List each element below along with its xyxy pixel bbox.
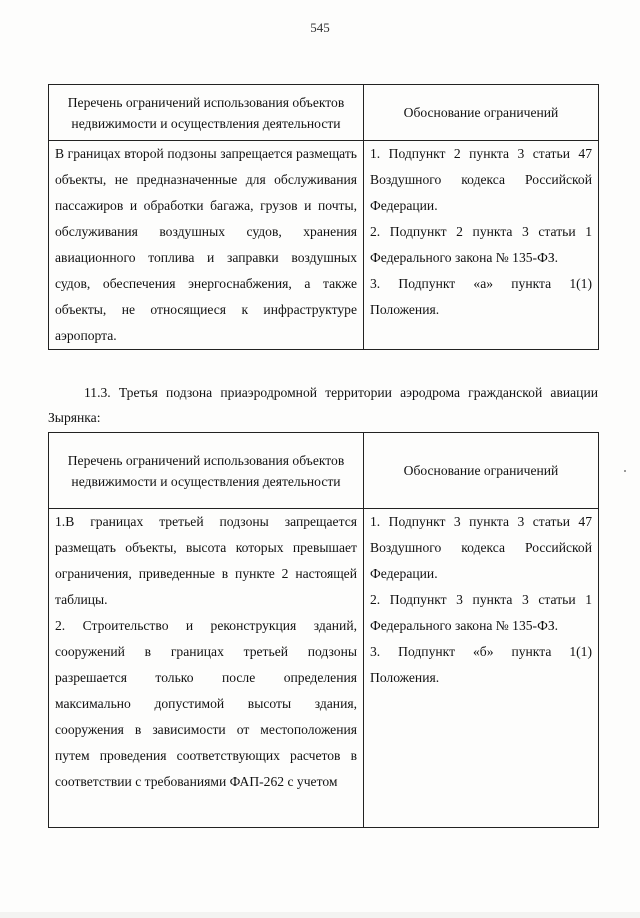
scan-speck [624,470,626,472]
justification-cell [364,141,599,350]
restrictions-table-third-subzone [48,432,599,828]
restriction-item: 1.В границах третьей подзоны запрещается размещать объекты, высота которых превышает ограничения, приведенные в пункте 2 настоящей таблицы. [55,514,357,607]
restriction-cell [49,509,364,828]
table-row [49,509,599,828]
page-number: 545 [310,20,330,35]
justification-item: 2. Подпункт 2 пункта 3 статьи 1 Федерального закона № 135-ФЗ. [370,224,592,265]
justification-item: 1. Подпункт 2 пункта 3 статьи 47 Воздушного кодекса Российской Федерации. [370,146,592,213]
justification-item: 1. Подпункт 3 пункта 3 статьи 47 Воздушного кодекса Российской Федерации. [370,514,592,581]
header-justification: Обоснование ограничений [364,433,599,509]
table-row [49,141,599,350]
table-header-row [49,85,599,141]
page-bottom-edge [0,912,640,918]
table-header-row [49,433,599,509]
restriction-cell [49,141,364,350]
restriction-item: 2. Строительство и реконструкция зданий, сооружений в границах третьей подзоны разрешается только после определения максимально допустимой высоты здания, сооружения в зависимости от местоположения путем проведения соответствующих расчетов в соответствии с требованиями ФАП-262 с учетом [55,618,357,789]
restriction-text: В границах второй подзоны запрещается размещать объекты, не предназначенные для обслуживания пассажиров и обработки багажа, грузов и почты, обслуживания воздушных судов, хранения авиационного топлива и заправки воздушных судов, обеспечения энергоснабжения, а также объекты, не относящиеся к инфраструктуре аэропорта. [55,146,357,343]
header-justification: Обоснование ограничений [364,85,599,141]
justification-item: 3. Подпункт «б» пункта 1(1) Положения. [370,644,592,685]
justification-item: 2. Подпункт 3 пункта 3 статьи 1 Федерального закона № 135-ФЗ. [370,592,592,633]
justification-item: 3. Подпункт «а» пункта 1(1) Положения. [370,276,592,317]
header-restrictions-list: Перечень ограничений использования объектов недвижимости и осуществления деятельности [49,433,364,509]
restrictions-table-second-subzone [48,84,599,350]
header-restrictions-list: Перечень ограничений использования объектов недвижимости и осуществления деятельности [49,85,364,141]
section-heading: 11.3. Третья подзона приаэродромной территории аэродрома гражданской авиации Зырянка: [48,385,598,425]
justification-cell [364,509,599,828]
